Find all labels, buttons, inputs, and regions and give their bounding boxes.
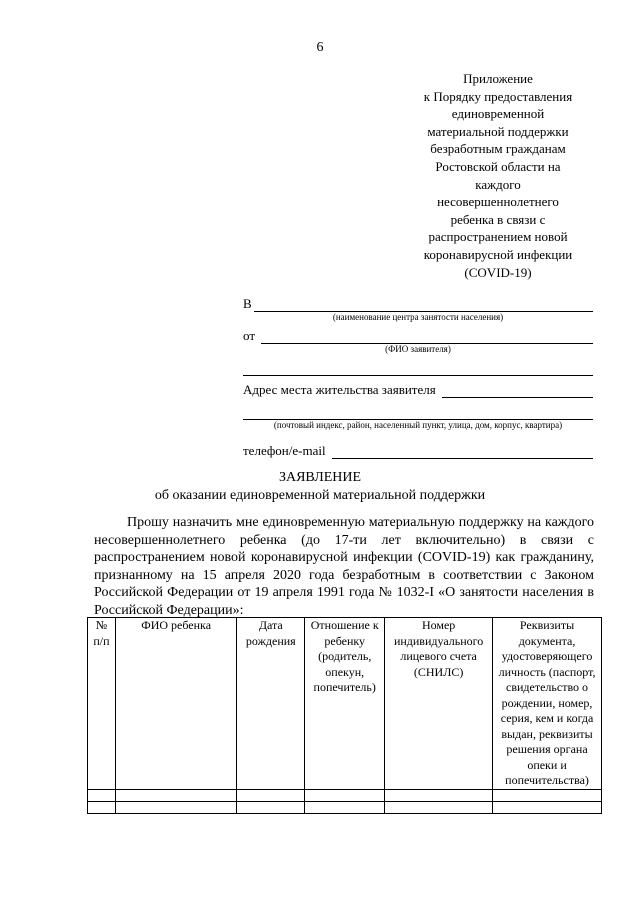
address-extra-line[interactable] [243,405,593,420]
table-cell[interactable] [385,789,493,801]
appendix-line: к Порядку предоставления [423,88,573,104]
recipient-caption: (наименование центра занятости населения) [332,312,504,322]
address-input-line[interactable] [442,383,593,398]
appendix-line: каждого [475,176,521,192]
applicant-input-line[interactable] [261,329,593,344]
table-cell[interactable] [385,801,493,813]
recipient-label: В [243,296,252,311]
header-child-name: ФИО ребенка [115,618,236,790]
applicant-label: от [243,328,256,343]
table-cell[interactable] [88,801,116,813]
appendix-line: Приложение [463,71,533,86]
address-caption: (почтовый индекс, район, населенный пункт, улица, дом, корпус, квартира) [273,420,563,430]
appendix-line: несовершеннолетнего [437,194,559,210]
header-relation: Отношение к ребенку (родитель, опекун, попечитель) [305,618,385,790]
application-text [94,514,594,619]
table-cell[interactable] [237,801,305,813]
recipient-input-line[interactable] [254,297,593,312]
header-id-document: Реквизиты документа, удостоверяющего личность (паспорт, свидетельство о рождении, номер, серия, кем и когда выдан, реквизиты решения органа опеки и попечительства) [493,618,602,790]
page-number: 6 [316,40,324,55]
applicant-extra-field [243,358,593,376]
document-subtitle: об оказании единовременной материальной поддержки [154,488,486,503]
table-cell[interactable] [115,801,236,813]
table-cell[interactable] [305,801,385,813]
applicant-caption: (ФИО заявителя) [385,344,451,354]
appendix-line: распространением новой [428,229,568,245]
header-number: № п/п [88,618,116,790]
header-snils: Номер индивидуального лицевого счета (СНИЛС) [385,618,493,790]
table-header-row [88,618,602,790]
document-title: ЗАЯВЛЕНИЕ [278,470,362,485]
applicant-extra-line[interactable] [243,361,593,376]
appendix-block [398,70,598,281]
appendix-line: коронавирусной инфекции [423,246,573,262]
recipient-field [243,294,593,322]
applicant-field [243,326,593,354]
table-cell[interactable] [493,801,602,813]
table-cell[interactable] [88,789,116,801]
address-label: Адрес места жительства заявителя [243,382,436,397]
appendix-line: безработным гражданам [430,141,566,157]
table-cell[interactable] [237,789,305,801]
phone-field [243,441,593,459]
appendix-line: ребенка в связи с [450,211,546,227]
phone-label: телефон/e-mail [243,443,326,458]
application-paragraph: Прошу назначить мне единовременную материальную поддержку на каждого несовершеннолетнего ребенка (до 17-ти лет включительно) в связи с распространением новой коронавирусной инфекции (COVID-19) как гражданину, признанному на 15 апреля 2020 года безработным в соответствии с Законом Российской Федерации от 19 апреля 1991 года № 1032-I «О занятости населения в Российской Федерации»: [94,515,594,618]
appendix-line: единовременной [451,106,545,122]
children-table [87,617,602,814]
header-birth-date: Дата рождения [237,618,305,790]
table-cell[interactable] [305,789,385,801]
address-extra-field [243,402,593,430]
table-row [88,789,602,801]
appendix-line: (COVID-19) [464,264,532,280]
appendix-line: материальной поддержки [427,123,569,139]
appendix-line: Ростовской области на [435,158,561,174]
table-row [88,801,602,813]
table-cell[interactable] [493,789,602,801]
table-cell[interactable] [115,789,236,801]
address-field [243,380,593,398]
phone-input-line[interactable] [332,444,593,459]
